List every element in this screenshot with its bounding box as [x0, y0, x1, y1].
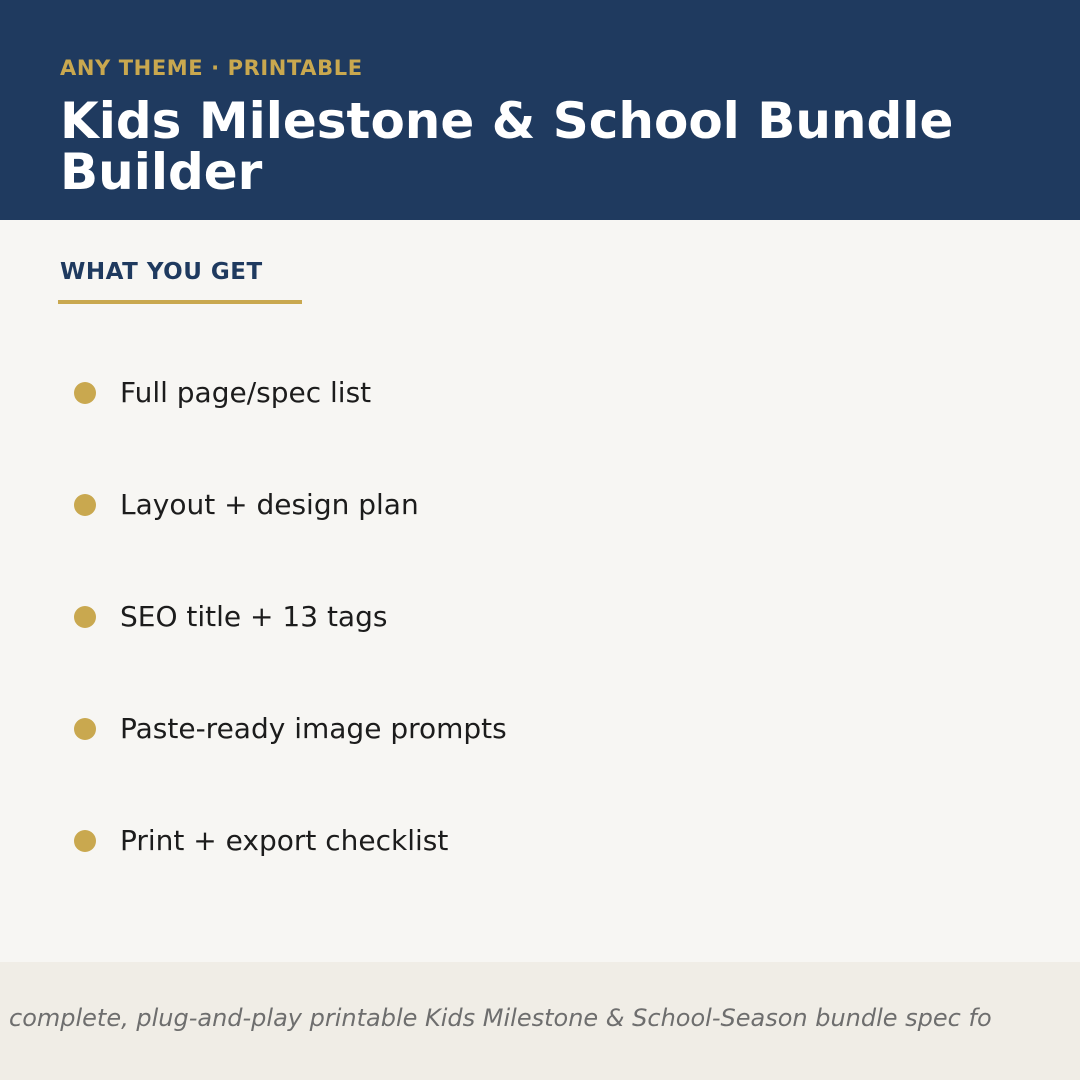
- list-item-label: Full page/spec list: [120, 376, 372, 409]
- gold-dot-icon: [74, 606, 96, 628]
- gold-dot-icon: [74, 494, 96, 516]
- gold-dot-icon: [74, 382, 96, 404]
- list-item-label: Print + export checklist: [120, 824, 449, 857]
- list-item-label: SEO title + 13 tags: [120, 600, 388, 633]
- gold-dot-icon: [74, 718, 96, 740]
- list-item: [74, 485, 974, 525]
- list-item: [74, 597, 974, 637]
- list-item: [74, 821, 974, 861]
- eyebrow-label: ANY THEME · PRINTABLE: [60, 56, 363, 80]
- footer-description: complete, plug-and-play printable Kids Milestone & School-Season bundle spec fo: [9, 1004, 992, 1032]
- section-heading: WHAT YOU GET: [60, 259, 263, 285]
- footer-bar: [0, 962, 1080, 1080]
- list-item-label: Layout + design plan: [120, 488, 419, 521]
- list-item: [74, 373, 974, 413]
- list-item: [74, 709, 974, 749]
- page-title: Kids Milestone & School Bundle Builder: [60, 92, 954, 201]
- list-item-label: Paste-ready image prompts: [120, 712, 507, 745]
- gold-dot-icon: [74, 830, 96, 852]
